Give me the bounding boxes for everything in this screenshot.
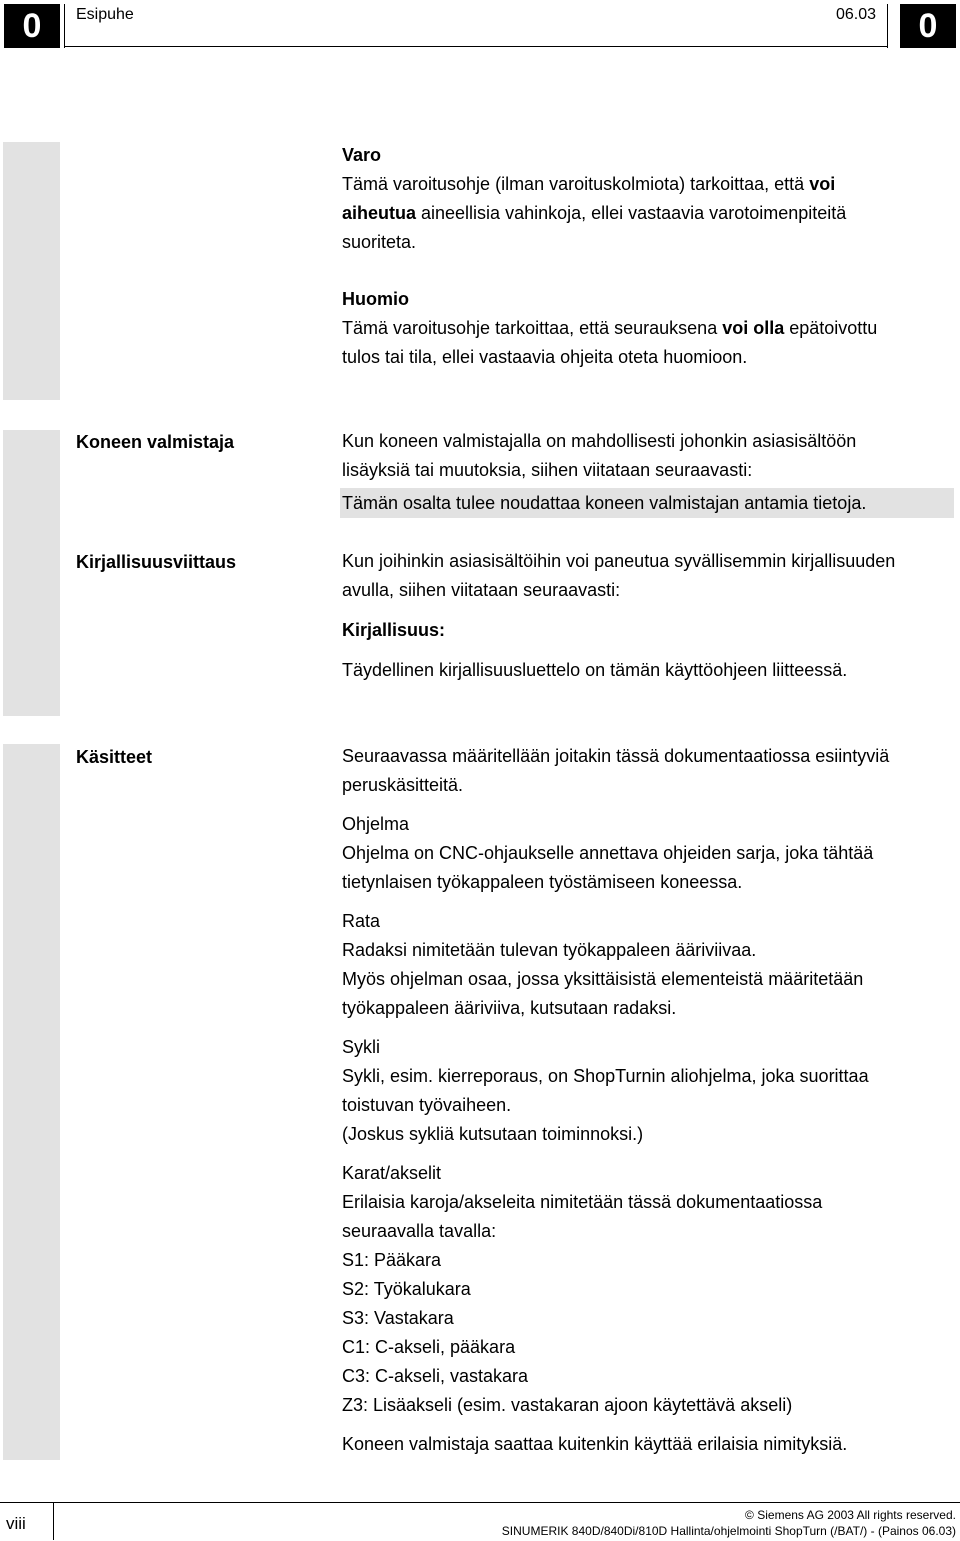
header-divider-right — [887, 4, 888, 48]
huomio-title: Huomio — [342, 289, 409, 309]
axis-item: S1: Pääkara — [342, 1250, 442, 1270]
chapter-number-left: 0 — [4, 4, 60, 48]
copyright-notice: © Siemens AG 2003 All rights reserved. — [745, 1508, 956, 1522]
mm-highlight-note: Tämän osalta tulee noudattaa koneen valmistajan antamia tietoja. — [340, 488, 954, 518]
terms-intro-1: Seuraavassa määritellään joitakin tässä dokumentaatiossa esiintyviä — [342, 746, 890, 766]
footer-rule — [0, 1502, 960, 1503]
literature-block — [342, 547, 952, 685]
label-machine-manufacturer: Koneen valmistaja — [76, 432, 235, 452]
term-sykli-l1: Sykli, esim. kierreporaus, on ShopTurnin aliohjelma, joka suorittaa — [342, 1066, 869, 1086]
term-sykli: Sykli — [342, 1037, 381, 1057]
label-literature-reference: Kirjallisuusviittaus — [76, 552, 237, 572]
terms-block — [342, 742, 952, 1459]
term-sykli-l2: toistuvan työvaiheen. — [342, 1095, 512, 1115]
varo-line-1: Tämä varoitusohje (ilman varoituskolmiota) tarkoittaa, että voi — [342, 174, 836, 194]
varo-line-2: aiheutua aineellisia vahinkoja, ellei vastaavia varotoimenpiteitä — [342, 203, 847, 223]
margin-bar-warnings — [3, 142, 60, 400]
axis-item: S2: Työkalukara — [342, 1279, 471, 1299]
lit-ref-label: Kirjallisuus: — [342, 620, 446, 640]
edition-label: 06.03 — [836, 6, 877, 23]
label-terms: Käsitteet — [76, 747, 153, 767]
page-number: viii — [6, 1514, 26, 1533]
term-karat-l2: seuraavalla tavalla: — [342, 1221, 497, 1241]
axis-item: C1: C-akseli, pääkara — [342, 1337, 516, 1357]
term-sykli-l3: (Joskus sykliä kutsutaan toiminnoksi.) — [342, 1124, 644, 1144]
term-ohjelma-l1: Ohjelma on CNC-ohjaukselle annettava ohjeiden sarja, joka tähtää — [342, 843, 874, 863]
term-rata-l2: Myös ohjelman osaa, jossa yksittäisistä elementeistä määritetään — [342, 969, 864, 989]
mm-line-2: lisäyksiä tai muutoksia, siihen viitataan seuraavasti: — [342, 460, 753, 480]
term-rata-l3: työkappaleen ääriviiva, kutsutaan radaksi. — [342, 998, 677, 1018]
term-ohjelma: Ohjelma — [342, 814, 410, 834]
axis-item: C3: C-akseli, vastakara — [342, 1366, 529, 1386]
header-rule — [64, 46, 888, 47]
terms-intro-2: peruskäsitteitä. — [342, 775, 464, 795]
chapter-number-right: 0 — [900, 4, 956, 48]
terms-outro: Koneen valmistaja saattaa kuitenkin käyttää erilaisia nimityksiä. — [342, 1434, 848, 1454]
footer-divider — [53, 1502, 54, 1540]
lit-line-2: avulla, siihen viitataan seuraavasti: — [342, 580, 621, 600]
axis-item: Z3: Lisäakseli (esim. vastakaran ajoon käytettävä akseli) — [342, 1395, 793, 1415]
term-karat-l1: Erilaisia karoja/akseleita nimitetään tässä dokumentaatiossa — [342, 1192, 823, 1212]
huomio-line-2: tulos tai tila, ellei vastaavia ohjeita oteta huomioon. — [342, 347, 748, 367]
machine-manufacturer-block — [342, 427, 952, 518]
term-karat: Karat/akselit — [342, 1163, 442, 1183]
section-title: Esipuhe — [76, 6, 134, 23]
huomio-line-1: Tämä varoitusohje tarkoittaa, että seurauksena voi olla epätoivottu — [342, 318, 878, 338]
axis-item: S3: Vastakara — [342, 1308, 454, 1328]
margin-bar-terms — [3, 744, 60, 1460]
varo-title: Varo — [342, 145, 382, 165]
header-divider-left — [64, 4, 65, 48]
term-rata: Rata — [342, 911, 381, 931]
term-ohjelma-l2: tietynlaisen työkappaleen työstämiseen koneessa. — [342, 872, 743, 892]
lit-ref-text: Täydellinen kirjallisuusluettelo on tämän käyttöohjeen liitteessä. — [342, 660, 848, 680]
warnings-block — [342, 141, 952, 372]
margin-bar-references — [3, 430, 60, 716]
lit-line-1: Kun joihinkin asiasisältöihin voi paneutua syvällisemmin kirjallisuuden — [342, 551, 896, 571]
term-rata-l1: Radaksi nimitetään tulevan työkappaleen ääriviivaa. — [342, 940, 757, 960]
varo-line-3: suoriteta. — [342, 232, 417, 252]
mm-line-1: Kun koneen valmistajalla on mahdollisesti johonkin asiasisältöön — [342, 431, 857, 451]
document-title: SINUMERIK 840D/840Di/810D Hallinta/ohjelmointi ShopTurn (/BAT/) - (Painos 06.03) — [501, 1524, 956, 1538]
